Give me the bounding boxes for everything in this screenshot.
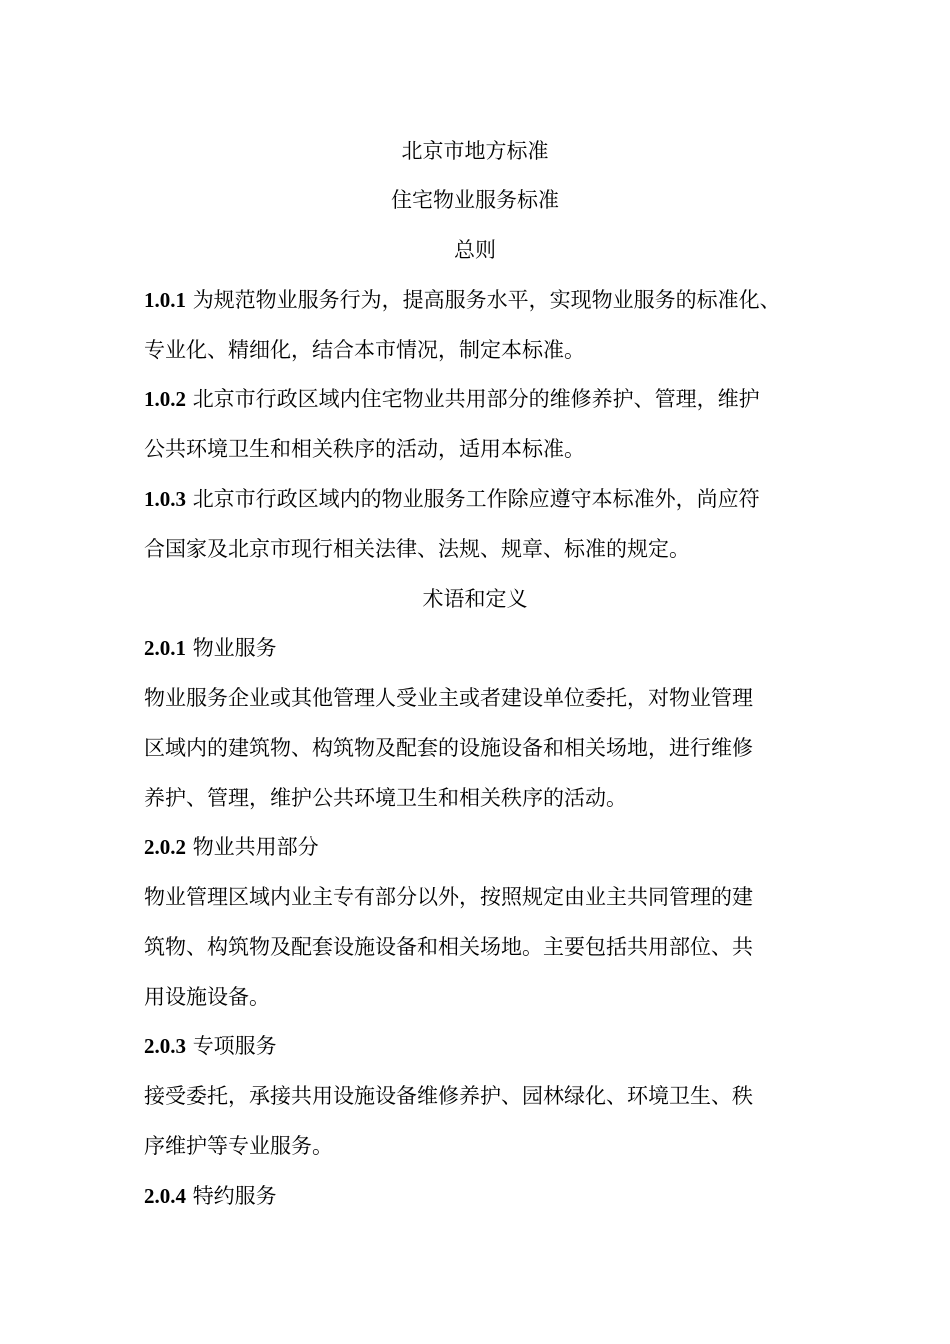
clause-text: 北京市行政区域内的物业服务工作除应遵守本标准外，尚应符 bbox=[192, 487, 760, 511]
clause-1-0-2-line-2: 公共环境卫生和相关秩序的活动，适用本标准。 bbox=[144, 437, 585, 461]
term-2-0-1-line-3: 养护、管理，维护公共环境卫生和相关秩序的活动。 bbox=[144, 786, 627, 810]
clause-1-0-2-line-1 bbox=[144, 384, 814, 414]
term-name: 物业服务 bbox=[192, 636, 277, 660]
term-2-0-4-heading bbox=[144, 1181, 814, 1211]
term-number: 2.0.3 bbox=[144, 1034, 186, 1058]
clause-1-0-3-line-2: 合国家及北京市现行相关法律、法规、规章、标准的规定。 bbox=[144, 537, 690, 561]
term-2-0-2-line-2: 筑物、构筑物及配套设施设备和相关场地。主要包括共用部位、共 bbox=[144, 935, 753, 959]
term-number: 2.0.1 bbox=[144, 636, 186, 660]
term-name: 特约服务 bbox=[192, 1184, 277, 1208]
term-number: 2.0.2 bbox=[144, 835, 186, 859]
term-2-0-1-line-1: 物业服务企业或其他管理人受业主或者建设单位委托，对物业管理 bbox=[144, 686, 753, 710]
term-2-0-1-heading bbox=[144, 633, 814, 663]
term-2-0-3-line-1: 接受委托，承接共用设施设备维修养护、园林绿化、环境卫生、秩 bbox=[144, 1084, 753, 1108]
term-2-0-3-heading bbox=[144, 1031, 814, 1061]
section-heading-general: 总则 bbox=[454, 238, 496, 262]
term-name: 专项服务 bbox=[192, 1034, 277, 1058]
clause-1-0-1-line-1 bbox=[144, 285, 814, 315]
section-heading-terms: 术语和定义 bbox=[422, 587, 528, 611]
term-2-0-3-line-2: 序维护等专业服务。 bbox=[144, 1134, 333, 1158]
term-2-0-2-line-1: 物业管理区域内业主专有部分以外，按照规定由业主共同管理的建 bbox=[144, 885, 753, 909]
clause-text: 为规范物业服务行为，提高服务水平，实现物业服务的标准化、 bbox=[192, 288, 781, 312]
clause-1-0-1-line-2: 专业化、精细化，结合本市情况，制定本标准。 bbox=[144, 338, 585, 362]
document-title: 住宅物业服务标准 bbox=[391, 188, 559, 212]
clause-number: 1.0.2 bbox=[144, 387, 186, 411]
term-number: 2.0.4 bbox=[144, 1184, 186, 1208]
term-name: 物业共用部分 bbox=[192, 835, 319, 859]
standard-type: 北京市地方标准 bbox=[401, 139, 549, 163]
term-2-0-2-heading bbox=[144, 832, 814, 862]
term-2-0-2-line-3: 用设施设备。 bbox=[144, 985, 270, 1009]
clause-number: 1.0.1 bbox=[144, 288, 186, 312]
term-2-0-1-line-2: 区域内的建筑物、构筑物及配套的设施设备和相关场地，进行维修 bbox=[144, 736, 753, 760]
clause-1-0-3-line-1 bbox=[144, 484, 814, 514]
clause-number: 1.0.3 bbox=[144, 487, 186, 511]
clause-text: 北京市行政区域内住宅物业共用部分的维修养护、管理，维护 bbox=[192, 387, 760, 411]
